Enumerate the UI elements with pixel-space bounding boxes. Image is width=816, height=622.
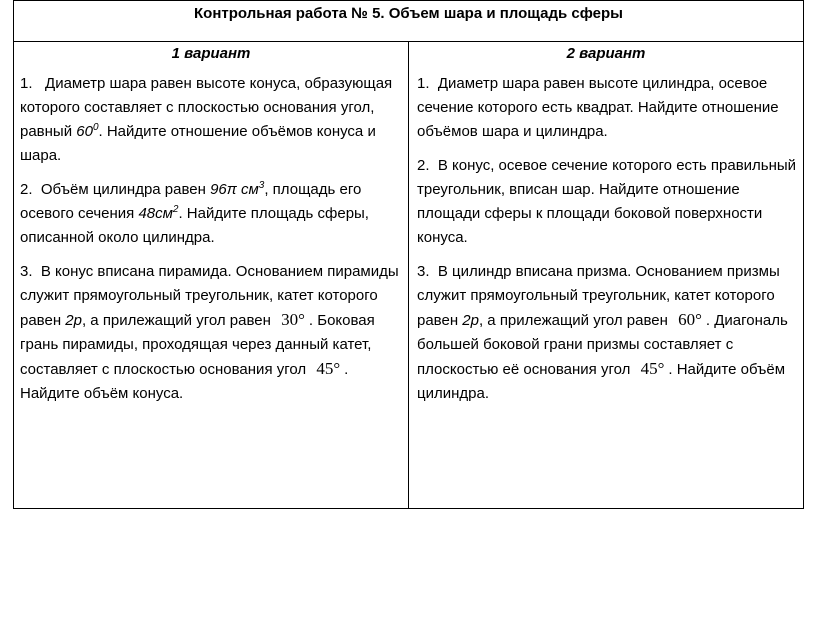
- angle-formula: 30°: [281, 310, 305, 329]
- variant-2-heading: 2 вариант: [566, 45, 646, 62]
- task-number: 2.: [20, 181, 33, 198]
- task-text: В конус вписана пирамида. Основанием пирамиды служит прямоугольный треугольник, катет которого равен: [20, 263, 399, 329]
- task-text: Объём цилиндра равен: [40, 181, 211, 198]
- variant-1-column: [14, 42, 409, 509]
- task-number: 1.: [417, 75, 430, 92]
- degree-mark: 0: [92, 122, 99, 133]
- worksheet-title: Контрольная работа № 5. Объем шара и площадь сферы: [14, 1, 804, 42]
- task-number: 3.: [20, 263, 33, 280]
- task-text: , а прилежащий угол равен: [81, 312, 271, 329]
- variant-1-heading: 1 вариант: [171, 45, 251, 62]
- task-text: Диаметр шара равен высоте цилиндра, осевое сечение которого есть квадрат. Найдите отношение объёмов шара и цилиндра.: [417, 75, 779, 140]
- variant-2-task-3: [417, 260, 799, 406]
- volume-value: 96π см: [210, 181, 259, 198]
- variant-2-task-2: [417, 154, 799, 250]
- task-text: , а прилежащий угол равен: [478, 312, 668, 329]
- angle-formula: 45°: [640, 359, 665, 378]
- angle-formula: 60°: [678, 310, 702, 329]
- area-exponent: 2: [172, 204, 179, 215]
- task-text: . Найдите объём конуса.: [20, 361, 349, 402]
- angle-formula: 45°: [316, 359, 341, 378]
- task-text: В конус, осевое сечение которого есть правильный треугольник, вписан шар. Найдите отношение площади сферы к площади боковой поверхности конуса.: [417, 157, 797, 246]
- task-text: В цилиндр вписана призма. Основанием призмы служит прямоугольный треугольник, катет которого равен: [417, 263, 780, 329]
- variant-2-task-1: [417, 72, 799, 144]
- task-text: Диаметр шара равен высоте конуса, образующая которого составляет с плоскостью основания угол, равный: [20, 75, 393, 140]
- angle-value: 60: [76, 123, 93, 140]
- worksheet-table: [13, 0, 804, 509]
- variant-1-task-3: [20, 260, 404, 406]
- task-text: . Диагональ большей боковой грани призмы составляет с плоскостью её основания угол: [417, 312, 788, 378]
- variant-1-task-2: [20, 178, 404, 250]
- task-text: , площадь его осевого сечения: [20, 181, 362, 222]
- volume-exponent: 3: [258, 180, 265, 191]
- leg-value: 2p: [462, 312, 479, 329]
- task-text: . Найдите объём цилиндра.: [417, 361, 786, 402]
- leg-value: 2p: [65, 312, 82, 329]
- task-number: 1.: [20, 75, 33, 92]
- task-text: . Боковая грань пирамиды, проходящая через данный катет, составляет с плоскостью основания угол: [20, 312, 375, 378]
- variant-2-column: [409, 42, 804, 509]
- task-number: 3.: [417, 263, 430, 280]
- task-text: . Найдите площадь сферы, описанной около цилиндра.: [20, 205, 369, 246]
- task-text: . Найдите отношение объёмов конуса и шара.: [20, 123, 376, 164]
- task-number: 2.: [417, 157, 430, 174]
- variant-1-task-1: [20, 72, 404, 168]
- area-value: 48см: [138, 205, 173, 222]
